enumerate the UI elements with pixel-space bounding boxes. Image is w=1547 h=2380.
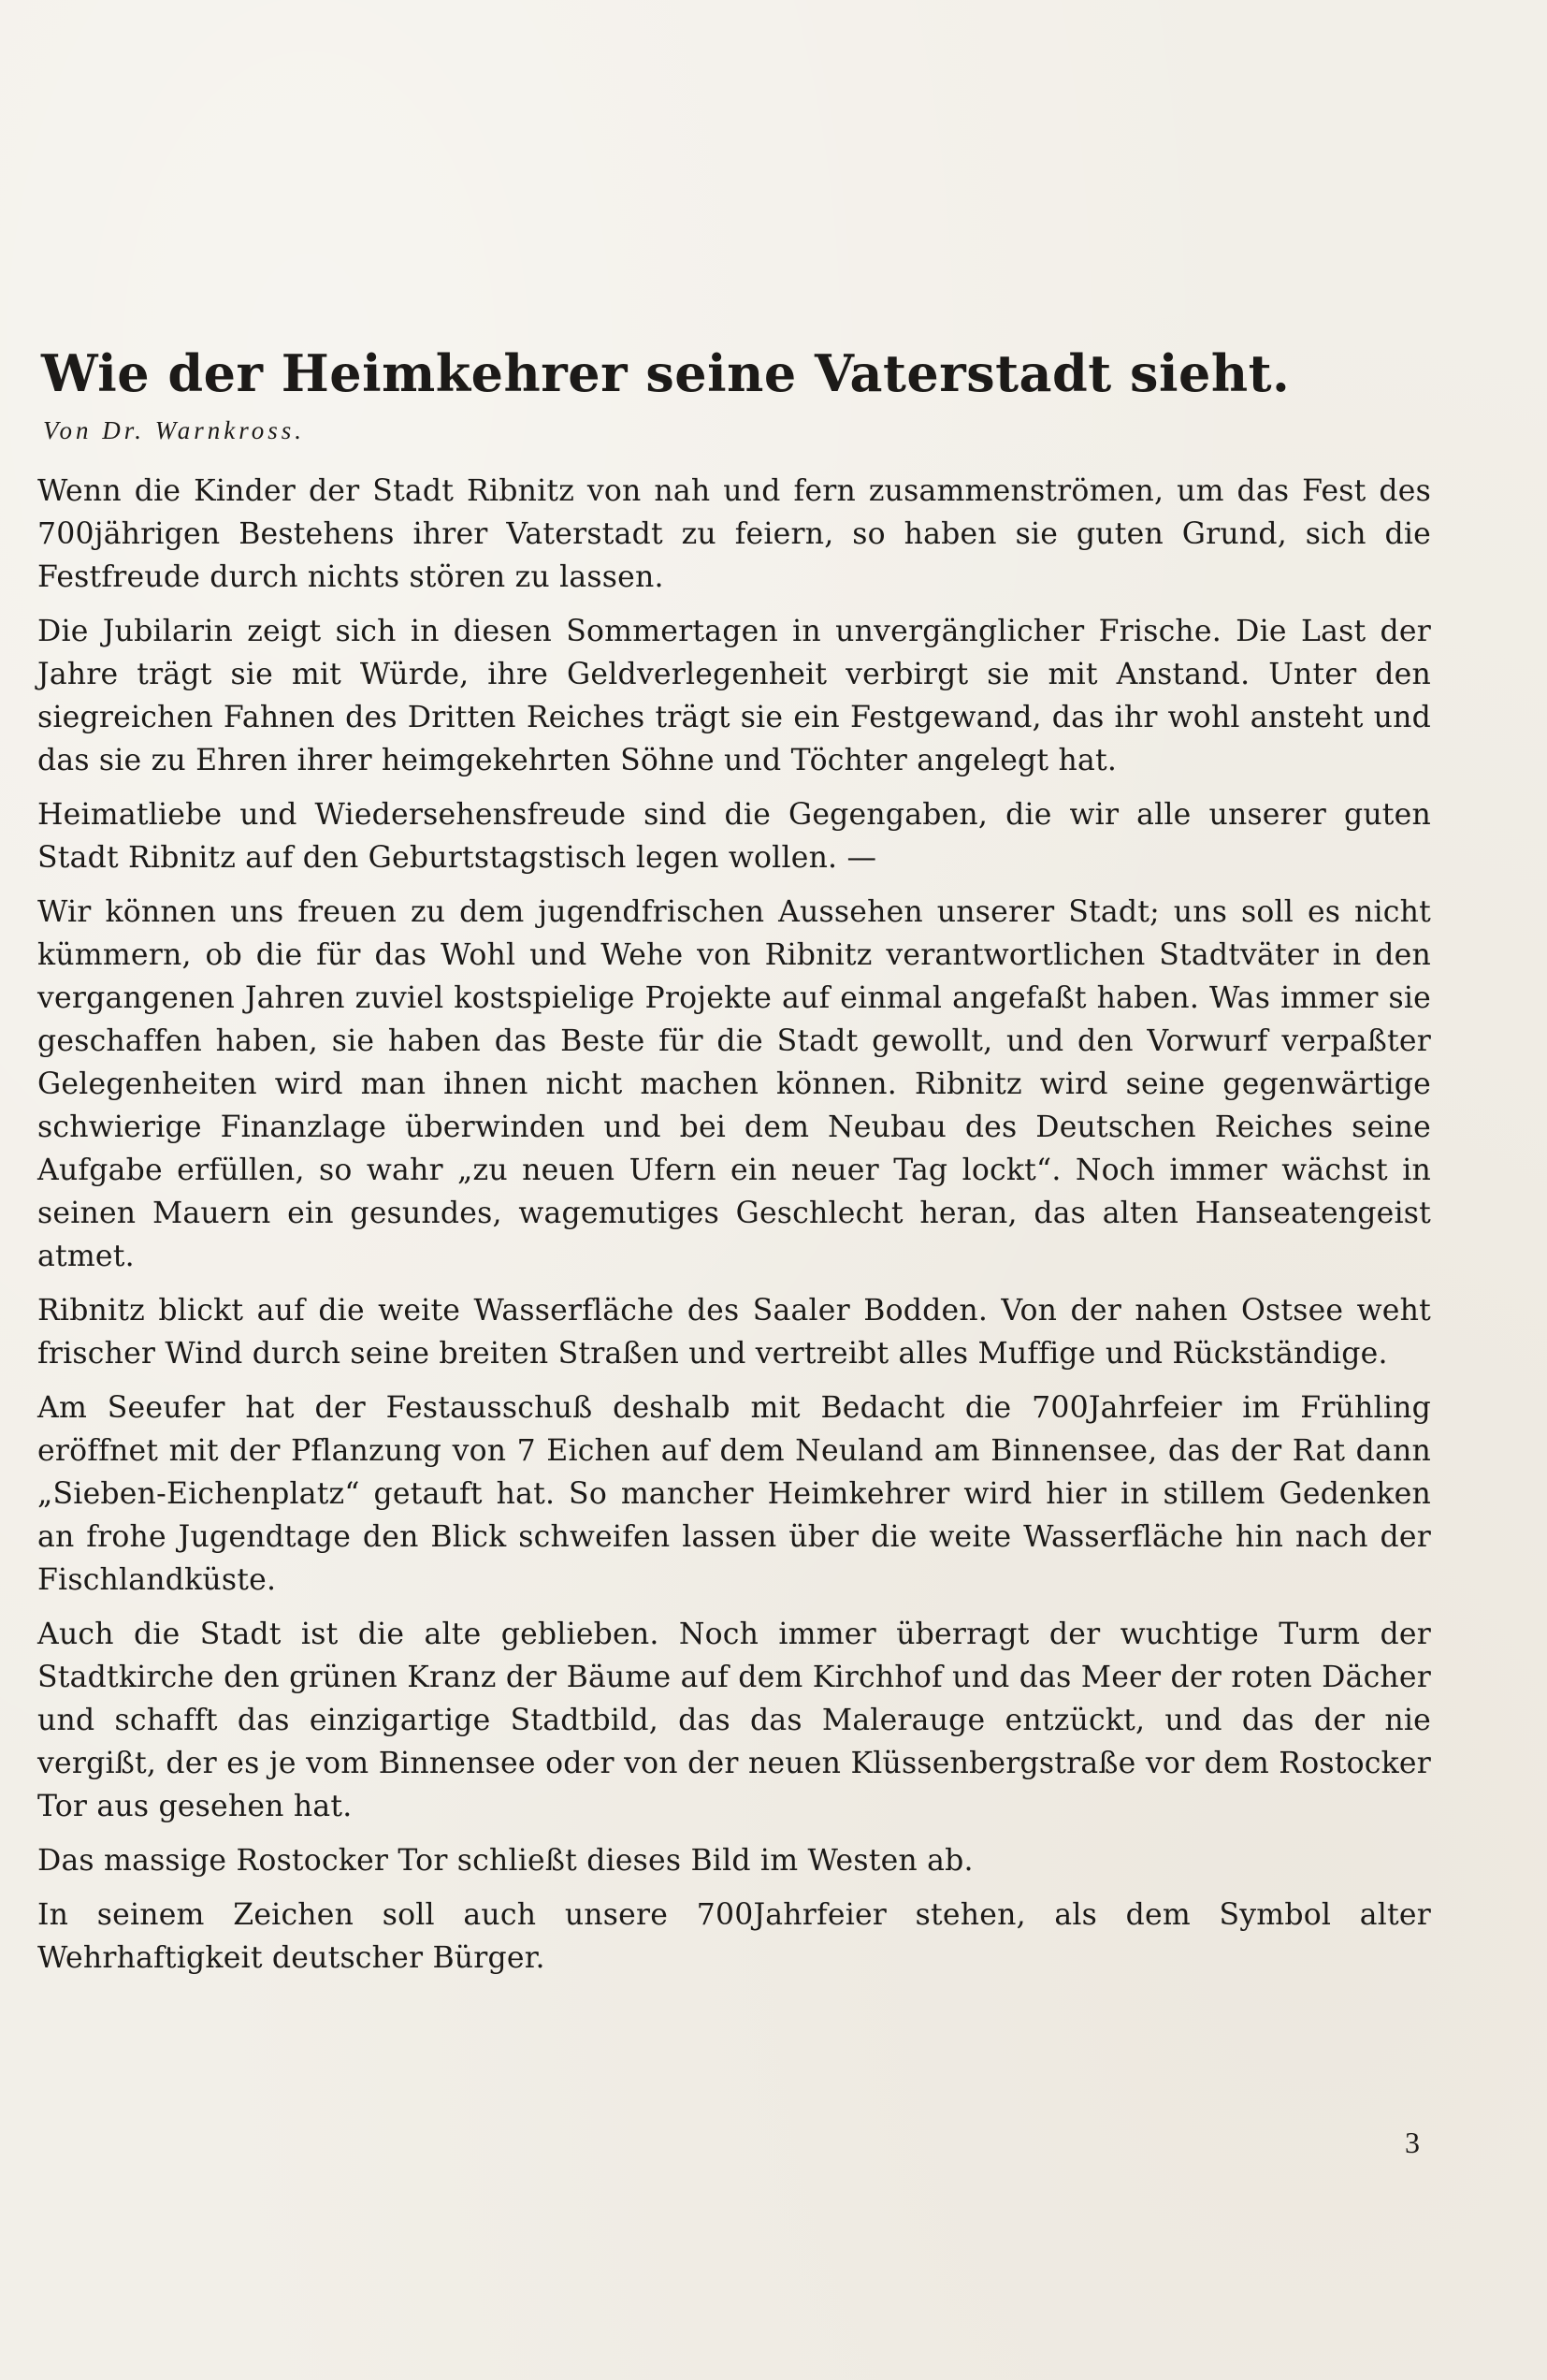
paragraph-6: Am Seeufer hat der Festausschuß deshalb mit Bedacht die 700Jahrfeier im Frühling eröffnet mit der Pflanzung von 7 Eichen auf dem Neuland am Binnensee, das der Rat dann „Sieben-Eichenplatz“ getauft hat. So mancher Heimkehrer wird hier in stillem Gedenken an frohe Jugendtage den Blick schweifen lassen über die weite Wasserfläche hin nach der Fischlandküste. xyxy=(37,1391,1431,1598)
paragraph-2: Die Jubilarin zeigt sich in diesen Sommertagen in unvergänglicher Frische. Die Last der Jahre trägt sie mit Würde, ihre Geldverlegenheit verbirgt sie mit Anstand. Unter den siegreichen Fahnen des Dritten Reiches trägt sie ein Festgewand, das ihr wohl ansteht und das sie zu Ehren ihrer heimgekehrten Söhne und Töchter angelegt hat. xyxy=(37,615,1431,778)
paragraph-5: Ribnitz blickt auf die weite Wasserfläche des Saaler Bodden. Von der nahen Ostsee weht frischer Wind durch seine breiten Straßen und vertreibt alles Muffige und Rückständige. xyxy=(37,1294,1431,1371)
paragraph-1: Wenn die Kinder der Stadt Ribnitz von nah und fern zusammenströmen, um das Fest des 700jährigen Bestehens ihrer Vaterstadt zu feiern, so haben sie guten Grund, sich die Festfreude durch nichts stören zu lassen. xyxy=(37,474,1431,595)
page-number: 3 xyxy=(1405,2126,1420,2159)
paragraph-9: In seinem Zeichen soll auch unsere 700Jahrfeier stehen, als dem Symbol alter Wehrhaftigkeit deutscher Bürger. xyxy=(37,1898,1431,1976)
article-byline: Von Dr. Warnkross. xyxy=(43,416,306,445)
paragraph-3: Heimatliebe und Wiedersehensfreude sind die Gegengaben, die wir alle unserer guten Stadt Ribnitz auf den Geburtstagstisch legen wollen. — xyxy=(37,798,1431,876)
paragraph-4: Wir können uns freuen zu dem jugendfrischen Aussehen unserer Stadt; uns soll es nicht kümmern, ob die für das Wohl und Wehe von Ribnitz verantwortlichen Stadtväter in den vergangenen Jahren zuviel kostspielige Projekte auf einmal angefaßt haben. Was immer sie geschaffen haben, sie haben das Beste für die Stadt gewollt, und den Vorwurf verpaßter Gelegenheiten wird man ihnen nicht machen können. Ribnitz wird seine gegenwärtige schwierige Finanzlage überwinden und bei dem Neubau des Deutschen Reiches seine Aufgabe erfüllen, so wahr „zu neuen Ufern ein neuer Tag lockt“. Noch immer wächst in seinen Mauern ein gesundes, wagemutiges Geschlecht heran, das alten Hanseatengeist atmet. xyxy=(37,895,1431,1274)
article xyxy=(37,343,1431,1991)
article-title: Wie der Heimkehrer seine Vaterstadt sieht. xyxy=(41,343,1291,403)
paragraph-7: Auch die Stadt ist die alte geblieben. Noch immer überragt der wuchtige Turm der Stadtkirche den grünen Kranz der Bäume auf dem Kirchhof und das Meer der roten Dächer und schafft das einzigartige Stadtbild, das das Malerauge entzückt, und das der nie vergißt, der es je vom Binnensee oder von der neuen Klüssenbergstraße vor dem Rostocker Tor aus gesehen hat. xyxy=(37,1618,1431,1824)
paragraph-8: Das massige Rostocker Tor schließt dieses Bild im Westen ab. xyxy=(37,1844,974,1879)
